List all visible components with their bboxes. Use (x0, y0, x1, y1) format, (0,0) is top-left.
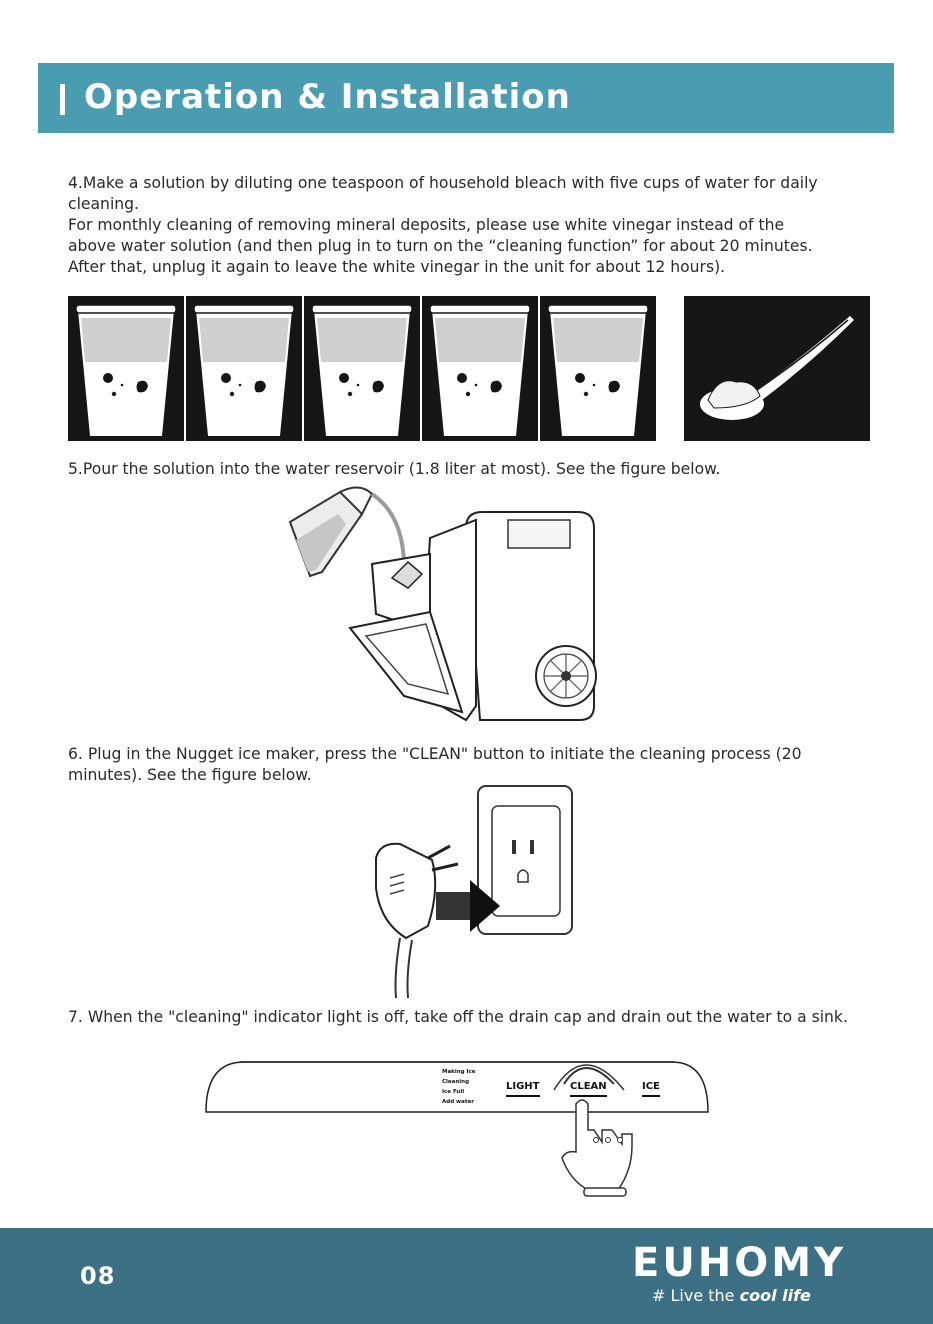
ice-maker-icon (350, 512, 596, 720)
indicator-add-water: Add water (442, 1099, 474, 1105)
page-number: 08 (80, 1262, 116, 1290)
five-cups-of-water-illustration (68, 296, 656, 441)
clean-button[interactable]: CLEAN (570, 1081, 607, 1097)
pour-solution-into-reservoir-figure (280, 480, 600, 735)
cup-icon (186, 296, 302, 441)
cup-icon (422, 296, 538, 441)
ice-button[interactable]: ICE (642, 1081, 660, 1097)
header-accent-bar (60, 84, 65, 115)
control-panel-outline (204, 1040, 710, 1200)
step-7-line-1: 7. When the "cleaning" indicator light is off, take off the drain cap and drain out the water to a sink. (68, 1008, 848, 1026)
cup-icon (304, 296, 420, 441)
page-footer (0, 1228, 933, 1324)
page-title: Operation & Installation (84, 77, 571, 117)
step-6-line-1: 6. Plug in the Nugget ice maker, press the "CLEAN" button to initiate the cleaning process (20 (68, 745, 802, 763)
step-4-line-3: For monthly cleaning of removing mineral deposits, please use white vinegar instead of the (68, 216, 785, 234)
light-button[interactable]: LIGHT (506, 1081, 540, 1097)
step-4-line-2: cleaning. (68, 195, 140, 213)
indicator-making-ice: Making Ice (442, 1069, 476, 1075)
teaspoon-of-bleach-illustration (684, 296, 870, 441)
brand-tagline (652, 1286, 811, 1305)
cup-icon (540, 296, 656, 441)
plug-into-outlet-figure (366, 778, 578, 1000)
indicator-ice-full: Ice Full (442, 1089, 465, 1095)
tagline-emphasis: cool life (739, 1286, 811, 1305)
step-4-line-5: After that, unplug it again to leave the white vinegar in the unit for about 12 hours). (68, 258, 726, 276)
brand-logo: EUHOMY (632, 1240, 847, 1286)
indicator-list (442, 1067, 476, 1107)
indicator-cleaning: Cleaning (442, 1079, 470, 1085)
cup-icon (68, 296, 184, 441)
tagline-prefix: # Live the (652, 1286, 740, 1305)
step-4-line-4: above water solution (and then plug in to turn on the “cleaning function” for about 20 minutes. (68, 237, 813, 255)
section-header (38, 63, 894, 133)
step-6-line-2: minutes). See the figure below. (68, 766, 312, 784)
step-4-line-1: 4.Make a solution by diluting one teaspoon of household bleach with five cups of water for daily (68, 174, 818, 192)
power-plug-icon (376, 844, 458, 998)
step-5-line-1: 5.Pour the solution into the water reservoir (1.8 liter at most). See the figure below. (68, 460, 721, 478)
control-panel-figure (204, 1040, 710, 1200)
hand-press-icon (562, 1100, 632, 1196)
